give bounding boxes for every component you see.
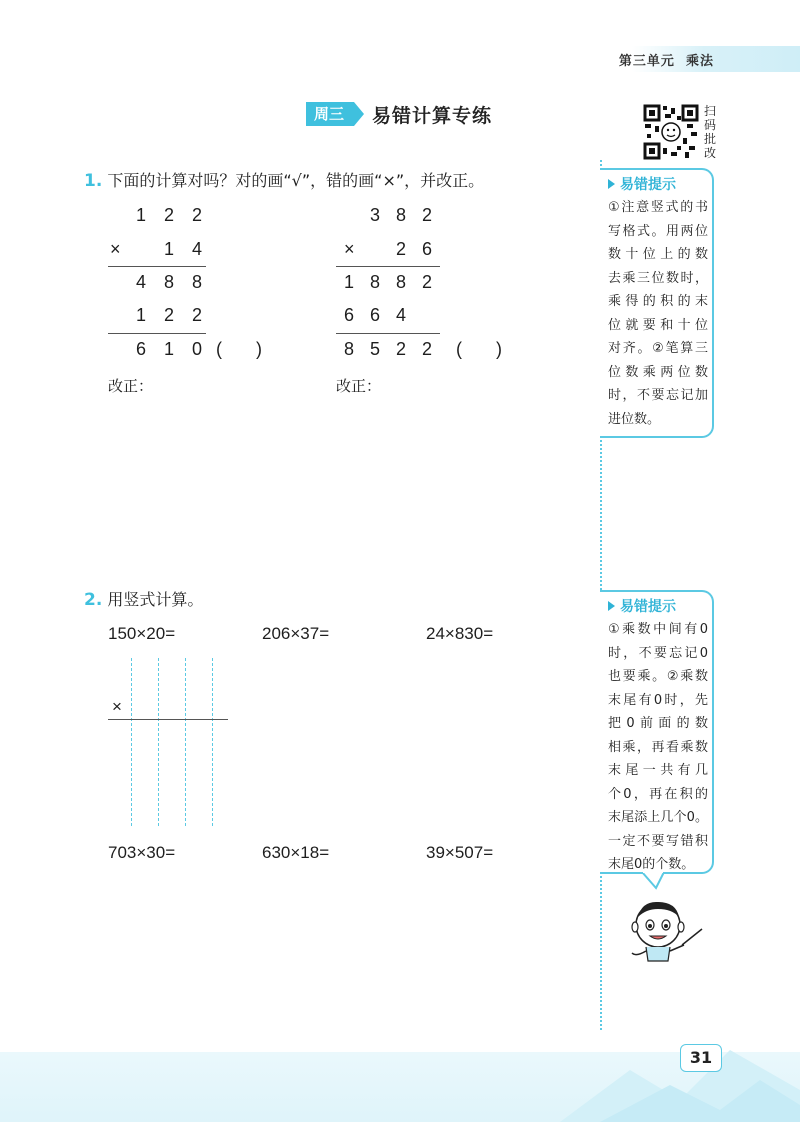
footer-mountains <box>560 1030 800 1122</box>
tip-header-label: 易错提示 <box>620 599 676 615</box>
tip-line: 末尾添上几个0。 <box>608 810 708 825</box>
tip-line: 时，不要忘记0 <box>608 645 708 661</box>
digit: 3 <box>370 205 381 225</box>
tip-line: 把0前面的数 <box>608 716 708 731</box>
qr-caption: 扫码批改 <box>704 104 717 160</box>
tip-line: 进位数。 <box>608 411 661 427</box>
tip-text <box>608 196 708 431</box>
calc-rule <box>108 266 206 267</box>
calc-b <box>336 205 446 365</box>
tip-header-label: 易错提示 <box>620 177 676 193</box>
calc-rule <box>336 333 440 334</box>
triangle-icon <box>608 179 615 189</box>
multiply-sign: × <box>110 239 121 259</box>
digit: 4 <box>192 239 203 259</box>
calc-rule <box>336 266 440 267</box>
tip-line: 乘得的积的末 <box>608 294 708 309</box>
expression: 39×507= <box>426 843 494 862</box>
tip-line: 一定不要写错积 <box>608 833 708 849</box>
tip-line: 位就要和十位 <box>608 317 708 333</box>
digit: 2 <box>192 305 203 325</box>
tip-line: 数十位上的数 <box>608 247 708 262</box>
tip-header <box>608 174 676 194</box>
multiply-sign: × <box>344 239 355 259</box>
topic-label: 乘法 <box>685 54 714 69</box>
tip-header <box>608 596 676 616</box>
tip-line: 写格式。用两位 <box>608 223 708 239</box>
paren-close: ) <box>496 339 502 359</box>
digit: 2 <box>164 205 175 225</box>
tip-line: 相乘，再看乘数 <box>608 739 708 755</box>
fix-label-a: 改正： <box>108 377 154 395</box>
digit: 2 <box>422 272 433 292</box>
answer-paren-a[interactable] <box>216 339 262 360</box>
digit: 8 <box>192 272 203 292</box>
guide-line <box>131 658 132 826</box>
expression: 24×830= <box>426 624 494 643</box>
calc-a <box>108 205 208 365</box>
triangle-icon <box>608 601 615 611</box>
paren-open: ( <box>216 339 222 359</box>
day-tag-arrow <box>354 102 364 126</box>
tip-line: 个0，再在积的 <box>608 786 708 802</box>
tip-box-1 <box>600 168 714 438</box>
digit: 1 <box>344 272 355 292</box>
digit: 1 <box>164 239 175 259</box>
bubble-tail <box>640 872 670 892</box>
expression: 703×30= <box>108 843 176 862</box>
digit: 8 <box>344 339 355 359</box>
unit-label: 第三单元 <box>618 54 675 69</box>
digit: 2 <box>164 305 175 325</box>
tip-box-2 <box>600 590 714 874</box>
qr-code-icon[interactable] <box>643 104 699 160</box>
fix-label-b: 改正： <box>336 377 382 395</box>
expression: 150×20= <box>108 624 176 643</box>
digit: 6 <box>370 305 381 325</box>
cartoon-boy-icon <box>622 895 706 965</box>
digit: 6 <box>136 339 147 359</box>
digit: 5 <box>370 339 381 359</box>
digit: 6 <box>422 239 433 259</box>
digit: 2 <box>422 339 433 359</box>
calc-rule <box>108 333 206 334</box>
tip-line: 位数乘两位数 <box>608 364 708 380</box>
tip-line: 时，不要忘记加 <box>608 388 708 403</box>
digit: 2 <box>192 205 203 225</box>
digit: 8 <box>164 272 175 292</box>
tip-line: 末尾0的个数。 <box>608 857 695 872</box>
digit: 2 <box>422 205 433 225</box>
digit: 0 <box>192 339 203 359</box>
tip-line: 对齐。②笔算三 <box>608 341 708 356</box>
digit: 8 <box>396 205 407 225</box>
guide-rule <box>108 719 228 720</box>
page-title: 易错计算专练 <box>372 105 493 127</box>
digit: 8 <box>396 272 407 292</box>
guide-line <box>158 658 159 826</box>
answer-paren-b[interactable] <box>456 339 502 360</box>
digit: 1 <box>164 339 175 359</box>
tip-line: 也要乘。②乘数 <box>608 669 708 684</box>
tip-text <box>608 618 708 877</box>
expression: 630×18= <box>262 843 330 862</box>
question-number: 2. <box>84 590 103 610</box>
running-header <box>619 50 714 69</box>
tip-line: 末尾一共有几 <box>608 763 708 778</box>
expression: 206×37= <box>262 624 330 643</box>
tip-line: 去乘三位数时， <box>608 270 708 286</box>
guide-line <box>185 658 186 826</box>
digit: 2 <box>396 239 407 259</box>
question-1-heading <box>84 168 484 191</box>
paren-open: ( <box>456 339 462 359</box>
paren-close: ) <box>256 339 262 359</box>
tip-line: 末尾有0时，先 <box>608 692 708 708</box>
guide-line <box>212 658 213 826</box>
multiply-sign: × <box>112 697 122 716</box>
tip-line: ①乘数中间有0 <box>608 622 708 637</box>
digit: 6 <box>344 305 355 325</box>
question-prompt: 下面的计算对吗？对的画“√”，错的画“×”，并改正。 <box>107 171 485 190</box>
question-2-heading <box>84 587 203 610</box>
digit: 4 <box>136 272 147 292</box>
question-number: 1. <box>84 171 103 191</box>
question-prompt: 用竖式计算。 <box>107 590 204 609</box>
digit: 1 <box>136 205 147 225</box>
digit: 4 <box>396 305 407 325</box>
digit: 2 <box>396 339 407 359</box>
day-tag: 周三 <box>306 102 354 126</box>
tip-line: ①注意竖式的书 <box>608 200 708 215</box>
page-number: 31 <box>680 1044 722 1072</box>
digit: 1 <box>136 305 147 325</box>
digit: 8 <box>370 272 381 292</box>
